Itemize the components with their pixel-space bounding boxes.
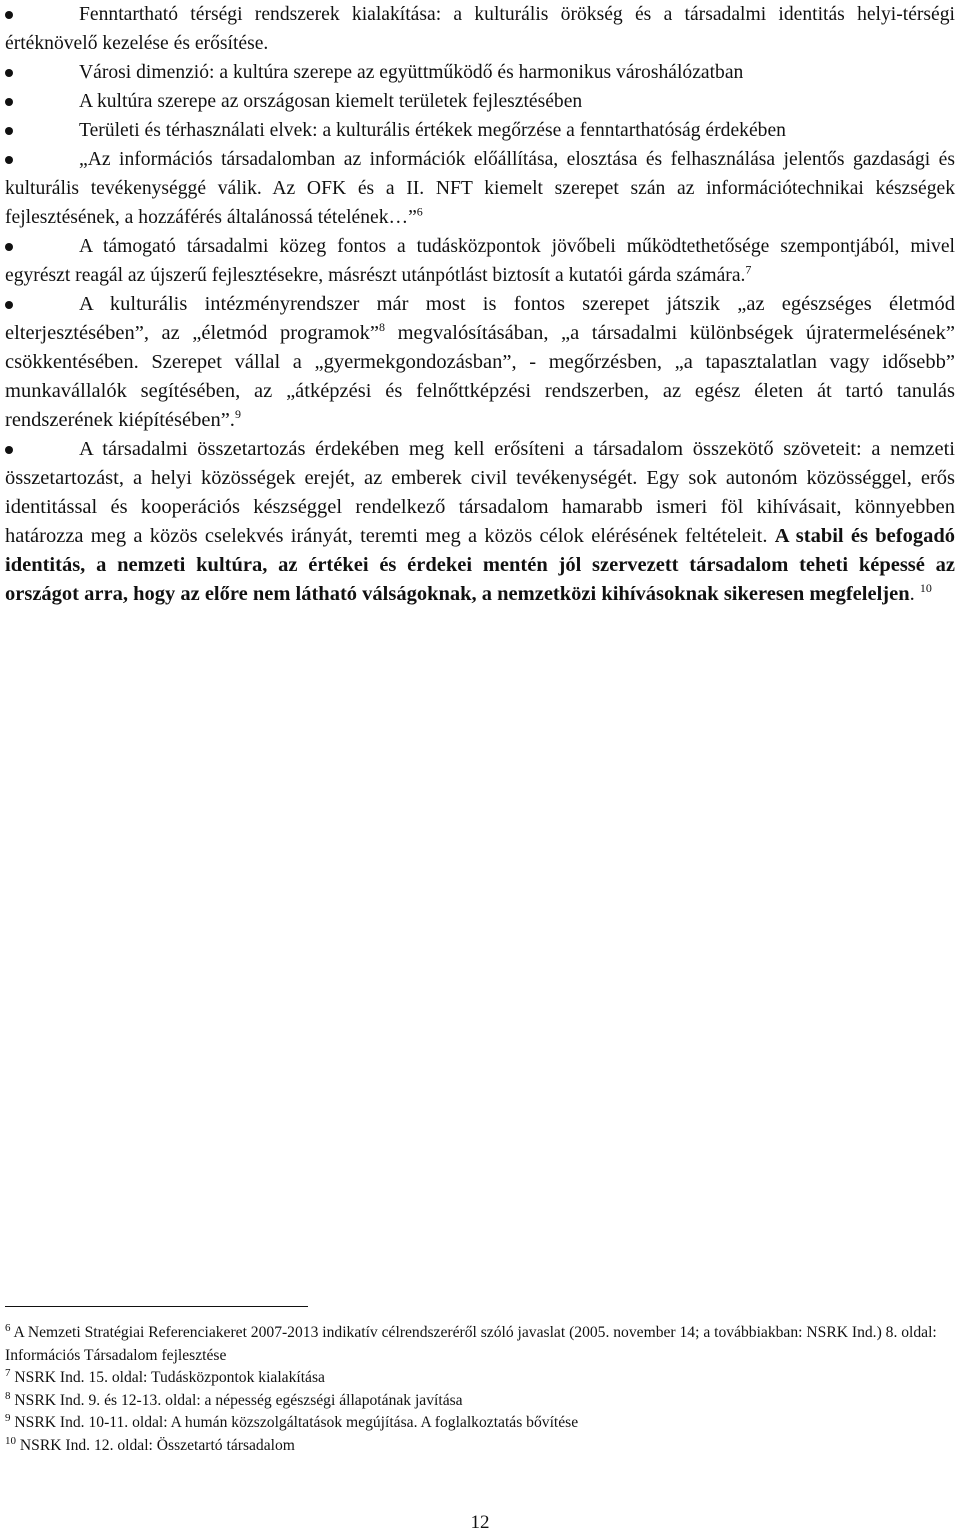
bullet-item [5, 232, 955, 290]
bullet-item [5, 290, 955, 435]
bullet-item [5, 145, 955, 232]
footnote-number: 7 [5, 1366, 11, 1379]
footnote [5, 1412, 955, 1435]
bullet-text: A támogató társadalmi közeg fontos a tudásközpontok jövőbeli működtethetősége szempontjából, mivel egyrészt reagál az újszerű fejlesztésekre, másrészt utánpótlást biztosít a kutatói gárda számára. [5, 236, 955, 286]
footnote-ref[interactable]: 7 [745, 262, 752, 277]
bullet-dot-icon [5, 301, 13, 309]
bullet-text: A társadalmi összetartozás érdekében meg kell erősíteni a társadalom összekötő szöveteit: a nemzeti összetartozást, a helyi közösségek erejét, az emberek civil tevékenységét. Egy sok autonóm közösséggel, erős identitással és kooperációs készséggel rendelkező társadalom hamarabb ismeri föl kihívásait, könnyebben határozza meg a közös cselekvés irányát, teremti meg a közös célok elérésének feltételeit. [5, 438, 955, 547]
bullet-text: Területi és térhasználati elvek: a kulturális értékek megőrzése a fenntarthatóság érdekében [79, 120, 786, 141]
bullet-dot-icon [5, 127, 13, 135]
bullet-item [5, 87, 955, 116]
footnote-number: 9 [5, 1411, 11, 1424]
bullet-item [5, 0, 955, 58]
footnote-text: NSRK Ind. 12. oldal: Összetartó társadalom [19, 1436, 295, 1454]
bullet-dot-icon [5, 98, 13, 106]
bullet-text-continued: megvalósításában, „a társadalmi különbségek újratermelésének” csökkentésében. Szerepet vállal a „gyermekgondozásban”, - megőrzésben, „a tapasztalatlan vagy idősebb” munkavállalók segítésében, az „átképzési és felnőttképzési rendszerben, az egész életen át tartó tanulás rendszerének kiépítésében”. [5, 322, 956, 431]
bullet-bold-text: A stabil és befogadó identitás, a nemzeti kultúra, az értékei és érdekei mentén jól szervezett társadalom teheti képessé az országot arra, hogy az előre nem látható válságoknak, a nemzetközi kihívásoknak sikeresen megfeleljen [5, 525, 955, 605]
bullet-dot-icon [5, 156, 13, 164]
footnote-text: NSRK Ind. 15. oldal: Tudásközpontok kialakítása [14, 1369, 325, 1386]
bullet-list [5, 0, 955, 609]
footnote-number: 8 [5, 1389, 11, 1402]
bullet-text: „Az információs társadalomban az információk előállítása, elosztása és felhasználása jelentős gazdasági és kulturális tevékenységgé válik. Az OFK és a II. NFT kiemelt szerepet szán az információtechnikai készségek fejlesztésének, a hozzáférés általánossá tételének…” [5, 149, 955, 228]
footnote [5, 1322, 955, 1367]
bullet-dot-icon [5, 11, 13, 19]
footnote-number: 10 [5, 1434, 16, 1447]
bullet-text: A kultúra szerepe az országosan kiemelt területek fejlesztésében [79, 91, 583, 112]
footnote [5, 1367, 955, 1390]
bullet-text: Fenntartható térségi rendszerek kialakítása: a kulturális örökség és a társadalmi identitás helyi-térségi értéknövelő kezelése és erősítése. [5, 4, 955, 54]
footnote-text: NSRK Ind. 10-11. oldal: A humán közszolgáltatások megújítása. A foglalkoztatás bővítése [14, 1414, 579, 1431]
bullet-item [5, 116, 955, 145]
footnote-separator [5, 1306, 308, 1307]
footnote-ref[interactable]: 10 [919, 581, 932, 596]
bullet-item [5, 435, 955, 609]
footnote-ref[interactable]: 9 [234, 407, 241, 422]
footnote [5, 1435, 955, 1458]
footnote-text: A Nemzeti Stratégiai Referenciakeret 2007-2013 indikatív célrendszeréről szóló javaslat (2005. november 14; a továbbiakban: NSRK Ind.) 8. oldal: Információs Társadalom fejlesztése [5, 1324, 937, 1364]
bullet-text: A kulturális intézményrendszer már most is fontos szerepet játszik „az egészséges életmód elterjesztésében”, az „életmód programok” [5, 293, 955, 344]
footnote-ref[interactable]: 6 [416, 204, 423, 219]
bullet-dot-icon [5, 446, 13, 454]
page-number: 12 [470, 1512, 490, 1533]
bullet-dot-icon [5, 243, 13, 251]
bullet-text: Városi dimenzió: a kultúra szerepe az együttműködő és harmonikus városhálózatban [79, 62, 744, 83]
footnote [5, 1390, 955, 1413]
footnote-text: NSRK Ind. 9. és 12-13. oldal: a népesség egészségi állapotának javítása [14, 1391, 463, 1409]
bullet-dot-icon [5, 69, 13, 77]
bullet-text-tail: . [909, 583, 920, 605]
footnote-number: 6 [5, 1321, 11, 1334]
footnote-ref[interactable]: 8 [379, 320, 386, 335]
bullet-item [5, 58, 955, 87]
footnotes [5, 1322, 955, 1457]
